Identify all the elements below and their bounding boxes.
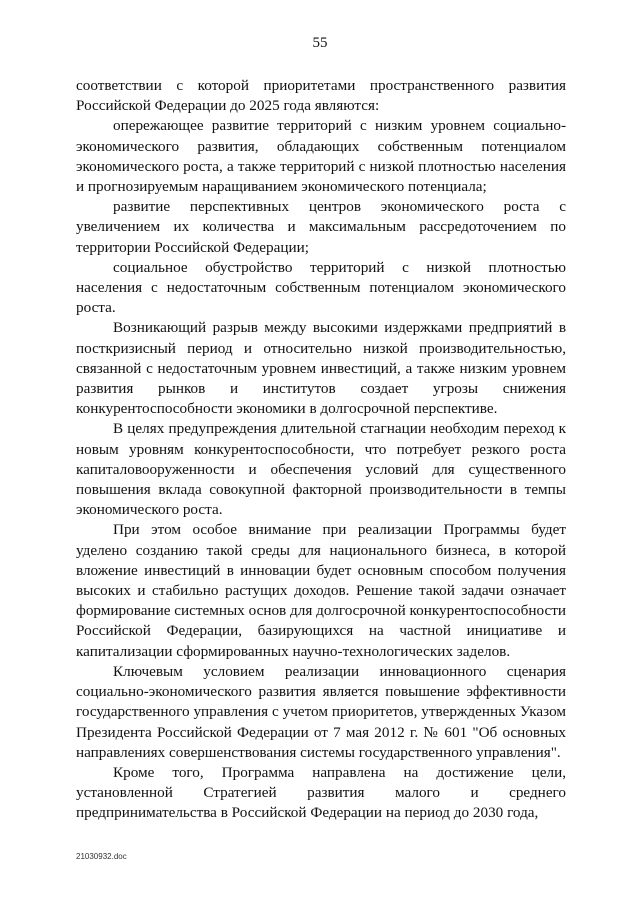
paragraph-program-focus: При этом особое внимание при реализации Программы будет уделено созданию такой среды для национального бизнеса, в которой вложение инвестиций в инновации будет основным способом получения высоких и стабильно растущих доходов. Решение такой задачи означает формирование системных основ для долгосрочной конкурентоспособности Российской Федерации, базирующихся на частной инициативе и капитализации сформированных научно-технологических заделов.: [76, 521, 566, 660]
paragraph-small-business: Кроме того, Программа направлена на достижение цели, установленной Стратегией развития малого и среднего предпринимательства в Российской Федерации на период до 2030 года,: [76, 763, 566, 822]
paragraph-stagnation: В целях предупреждения длительной стагнации необходим переход к новым уровням конкурентоспособности, что потребует резкого роста капиталовооруженности и обеспечения условий для существенного повышения вклада совокупной факторной производительности в темпы экономического роста.: [76, 420, 566, 519]
page-number: 55: [312, 35, 328, 51]
paragraph-continuation: соответствии с которой приоритетами пространственного развития Российской Федерации до 2025 года являются:: [76, 77, 566, 115]
paragraph-gap: Возникающий разрыв между высокими издержками предприятий в посткризисный период и относительно низкой производительностью, связанной с недостаточным уровнем инвестиций, а также низким уровнем развития рынков и институтов создает угрозы снижения конкурентоспособности экономики в долгосрочной перспективе.: [76, 319, 566, 418]
paragraph-priority-2: развитие перспективных центров экономического роста с увеличением их количества и максимальным рассредоточением по территории Российской Федерации;: [76, 198, 566, 256]
paragraph-priority-1: опережающее развитие территорий с низким уровнем социально-экономического развития, обладающих собственным потенциалом экономического роста, а также территорий с низкой плотностью населения и прогнозируемым наращиванием экономического потенциала;: [76, 117, 566, 196]
paragraph-key-condition: Ключевым условием реализации инновационного сценария социально-экономического развития является повышение эффективности государственного управления с учетом приоритетов, утвержденных Указом Президента Российской Федерации от 7 мая 2012 г. № 601 "Об основных направлениях совершенствования системы государственного управления".: [76, 662, 566, 761]
paragraph-priority-3: социальное обустройство территорий с низкой плотностью населения с недостаточным собственным потенциалом экономического роста.: [76, 258, 566, 317]
body-text: [76, 76, 566, 824]
document-file-code: 21030932.doc: [76, 852, 127, 861]
